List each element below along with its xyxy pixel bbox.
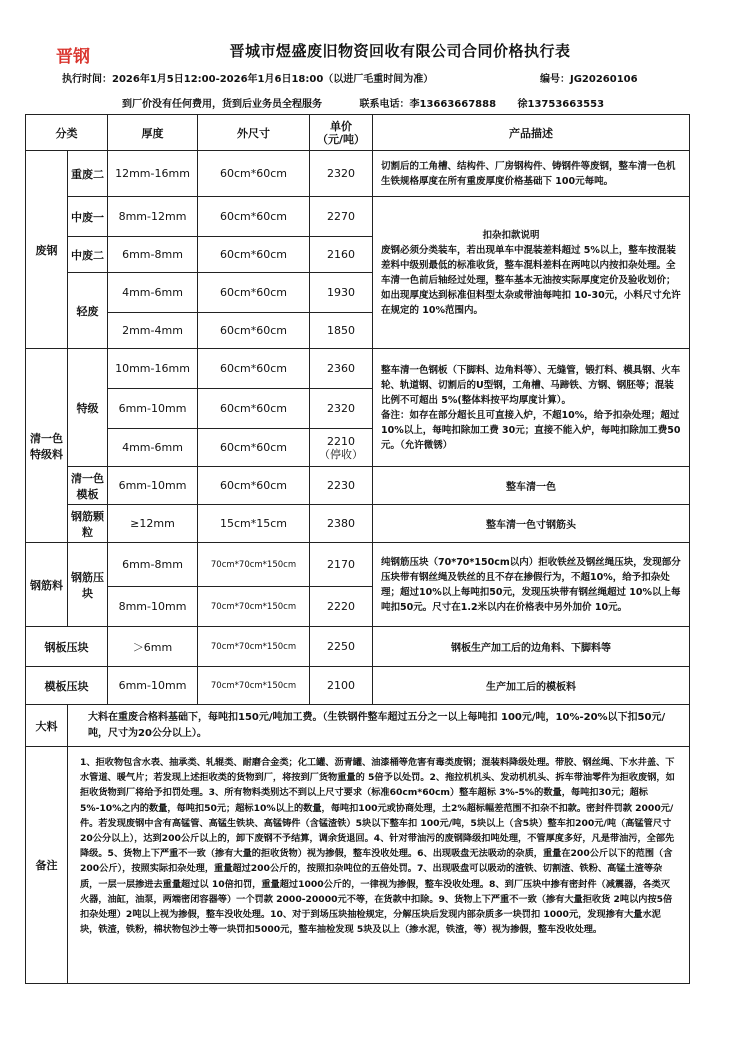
doc-code: 编号：JG20260106	[540, 74, 638, 85]
size: 60cm*60cm	[198, 313, 310, 349]
price: 1930	[310, 273, 373, 313]
description: 整车清一色寸钢筋头	[373, 505, 690, 543]
table-row	[26, 747, 690, 984]
price: 2270	[310, 197, 373, 237]
price: 2250	[310, 627, 373, 667]
thickness: 8mm-10mm	[108, 587, 198, 627]
thickness: 4mm-6mm	[108, 273, 198, 313]
exec-time-line	[62, 70, 638, 85]
size: 70cm*70cm*150cm	[198, 667, 310, 705]
price: 2160	[310, 237, 373, 273]
price: 2320	[310, 389, 373, 429]
table-row	[26, 667, 690, 705]
size: 60cm*60cm	[198, 349, 310, 389]
size: 70cm*70cm*150cm	[198, 587, 310, 627]
thickness: ＞6mm	[108, 627, 198, 667]
price: 2170	[310, 543, 373, 587]
table-row	[26, 467, 690, 505]
thickness: 6mm-8mm	[108, 543, 198, 587]
description: 钢板生产加工后的边角料、下脚料等	[373, 627, 690, 667]
deduction-text: 废钢必须分类装车，若出现单车中混装差料超过 5%以上，整车按混装差料中级别最低的标准收货，整车混料差料在两吨以内按扣杂处理。全车清一色前后轴经过处理，整车基本无油按实际厚度定价及验收划价；如出现厚度达到标准但料型太杂或带油每吨扣 10-30元，小料尺寸允许在规定的 10%范围内。	[381, 244, 681, 316]
phone-primary: 联系电话：李13663667888	[359, 99, 497, 110]
description: 切割后的工角槽、结构件、厂房钢构件、铸钢件等废钢，整车清一色机生铁规格厚度在所有重废厚度价格基础下 100元每吨。	[373, 151, 690, 197]
thickness: ≥12mm	[108, 505, 198, 543]
col-header-size: 外尺寸	[198, 115, 310, 151]
size: 70cm*70cm*150cm	[198, 627, 310, 667]
sub-category: 轻废	[68, 273, 108, 349]
price: 2210	[327, 434, 355, 448]
description-deduction	[373, 197, 690, 349]
description: 纯钢筋压块（70*70*150cm以内）拒收铁丝及钢丝绳压块，发现部分压块带有钢丝绳及铁丝的且不存在掺假行为，不超10%，给予扣杂处理；超过10%以上每吨扣50元，发现压块带有钢丝绳超过 10%以上每吨扣50元。尺寸在1.2米以内在价格表中另外加价 10元。	[373, 543, 690, 627]
group-moban: 模板压块	[26, 667, 108, 705]
table-row	[26, 349, 690, 389]
col-header-category: 分类	[26, 115, 108, 151]
size: 60cm*60cm	[198, 389, 310, 429]
price: 2360	[310, 349, 373, 389]
thickness: 6mm-10mm	[108, 389, 198, 429]
table-row	[26, 543, 690, 587]
price-cell	[310, 429, 373, 467]
sub-category: 中废二	[68, 237, 108, 273]
description-special	[373, 349, 690, 467]
size: 60cm*60cm	[198, 151, 310, 197]
group-gangjin: 钢筋料	[26, 543, 68, 627]
page-title: 晋城市煜盛废旧物资回收有限公司合同价格执行表	[229, 42, 571, 60]
thickness: 6mm-8mm	[108, 237, 198, 273]
size: 60cm*60cm	[198, 429, 310, 467]
table-row	[26, 197, 690, 237]
size: 70cm*70cm*150cm	[198, 543, 310, 587]
table-header-row	[26, 115, 690, 151]
description: 生产加工后的模板料	[373, 667, 690, 705]
thickness: 6mm-10mm	[108, 667, 198, 705]
size: 60cm*60cm	[198, 237, 310, 273]
sub-category: 清一色模板	[68, 467, 108, 505]
group-qingyise: 清一色特级料	[26, 349, 68, 543]
price: 2100	[310, 667, 373, 705]
thickness: 2mm-4mm	[108, 313, 198, 349]
thickness: 12mm-16mm	[108, 151, 198, 197]
sub-category: 钢筋颗粒	[68, 505, 108, 543]
service-line	[122, 95, 604, 110]
service-text: 到厂价没有任何费用，货到后业务员全程服务	[122, 99, 322, 110]
thickness: 6mm-10mm	[108, 467, 198, 505]
group-beizhu: 备注	[26, 747, 68, 984]
size: 60cm*60cm	[198, 467, 310, 505]
price-table	[25, 114, 690, 984]
size: 60cm*60cm	[198, 197, 310, 237]
table-row	[26, 505, 690, 543]
price: 1850	[310, 313, 373, 349]
price: 2220	[310, 587, 373, 627]
price: 2380	[310, 505, 373, 543]
table-row	[26, 151, 690, 197]
sub-category: 重废二	[68, 151, 108, 197]
table-row	[26, 705, 690, 747]
dali-description: 大料在重废合格料基础下，每吨扣150元/吨加工费。（生铁钢件整车超过五分之一以上每吨扣 100元/吨，10%-20%以下扣50元/吨，尺寸为20公分以上）。	[68, 705, 690, 747]
sub-category: 钢筋压块	[68, 543, 108, 627]
phone-secondary: 徐13753663553	[517, 99, 605, 110]
size: 15cm*15cm	[198, 505, 310, 543]
group-dali: 大料	[26, 705, 68, 747]
description: 整车清一色	[373, 467, 690, 505]
group-feigang: 废钢	[26, 151, 68, 349]
remarks-text: 1、拒收物包含水表、抽承类、轧辊类、耐磨合金类；化工罐、沥青罐、油漆桶等危害有毒类废钢；混装料降级处理。带胶、钢丝绳、下水井盖、下水管道、暖气片；若发现上述拒收类的货物到厂，将按到厂货物重量的 5倍予以处罚。2、拖拉机机头、发动机机头、拆车带油零件为拒收废钢，如拒收货物到厂将给予扣罚处理。3、所有物料类别达不到以上尺寸要求（标准60cm*60cm）整车超标 3%-5%的数量，每吨扣30元；超标5%-10%之内的数量，每吨扣50元；超标10%以上的数量，每吨扣100元或协商处理，土2%超标幅差范围不扣杂不扣款。密封件罚款 2000元/件。若发现废钢中含有高锰管、高锰生铁块、高锰铸件（含锰渣铁）5块以下整车扣 100元/吨，5块以上（含5块）整车扣200元/吨（高锰管尺寸20公分以上），达到200公斤以上的，卸下废钢不予结算，调余货退回。4、针对带油污的废钢降级扣吨处理，不管厚度多好，凡是带油污，全部先降级。5、货物上下严重不一致（掺有大量的拒收货物）视为掺假，整车没收处理。6、出现吸盘无法吸动的杂质，重量在200公斤以下的范围（含200公斤），按照实际扣杂处理，重量超过200公斤的，按照扣杂吨位的五倍处罚。7、出现吸盘可以吸动的渣铁、切割渣、铁粉、高锰土渣等杂质，一层一层掺进去重量超过以 10倍扣罚，重量超过1000公斤的，一律视为掺假，整车没收处理。8、到厂压块中掺有密封件（减震器，各类灭火器，油缸，油泵，两端密闭容器等）一个罚款 2000-20000元不等，在货款中扣除。9、货物上下严重不一致（掺有大量拒收货 2吨以内按5倍扣杂处理）2吨以上视为掺假，整车没收处理。10、对于到场压块抽检规定，分解压块后发现内部杂质多一块罚扣 1000元，发现掺有大量水泥块，铁渣，铁粉，棉状物包沙土等一块罚扣5000元，整车抽检发现 5块及以上（掺水泥，铁渣，等）视为掺假，整车没收处理。	[68, 747, 690, 984]
special-remark: 备注：如存在部分超长且可直接入炉，不超10%，给予扣杂处理；超过10%以上，每吨扣除加工费 30元；直接不能入炉，每吨扣除加工费50元。（允许微锈）	[381, 409, 681, 451]
thickness: 10mm-16mm	[108, 349, 198, 389]
sub-category: 中废一	[68, 197, 108, 237]
col-header-thickness: 厚度	[108, 115, 198, 151]
price: 2230	[310, 467, 373, 505]
col-header-description: 产品描述	[373, 115, 690, 151]
sub-category: 特级	[68, 349, 108, 467]
size: 60cm*60cm	[198, 273, 310, 313]
col-header-price: 单价 （元/吨）	[310, 115, 373, 151]
thickness: 4mm-6mm	[108, 429, 198, 467]
special-text: 整车清一色钢板（下脚料、边角料等）、无缝管，锻打料、模具钢、火车轮、轨道钢、切割后的U型钢，工角槽、马蹄铁、方钢、钢胚等；混装比例不可超出 5%(整体料按平均厚度计算）。	[381, 364, 681, 406]
table-row	[26, 627, 690, 667]
thickness: 8mm-12mm	[108, 197, 198, 237]
exec-time: 执行时间：2026年1月5日12:00-2026年1月6日18:00（以进厂毛重时间为准）	[62, 74, 434, 85]
price-status: （停收）	[319, 447, 363, 461]
deduction-title: 扣杂扣款说明	[482, 229, 540, 241]
group-gangban: 钢板压块	[26, 627, 108, 667]
brand-logo: 晋钢	[56, 47, 90, 67]
price: 2320	[310, 151, 373, 197]
